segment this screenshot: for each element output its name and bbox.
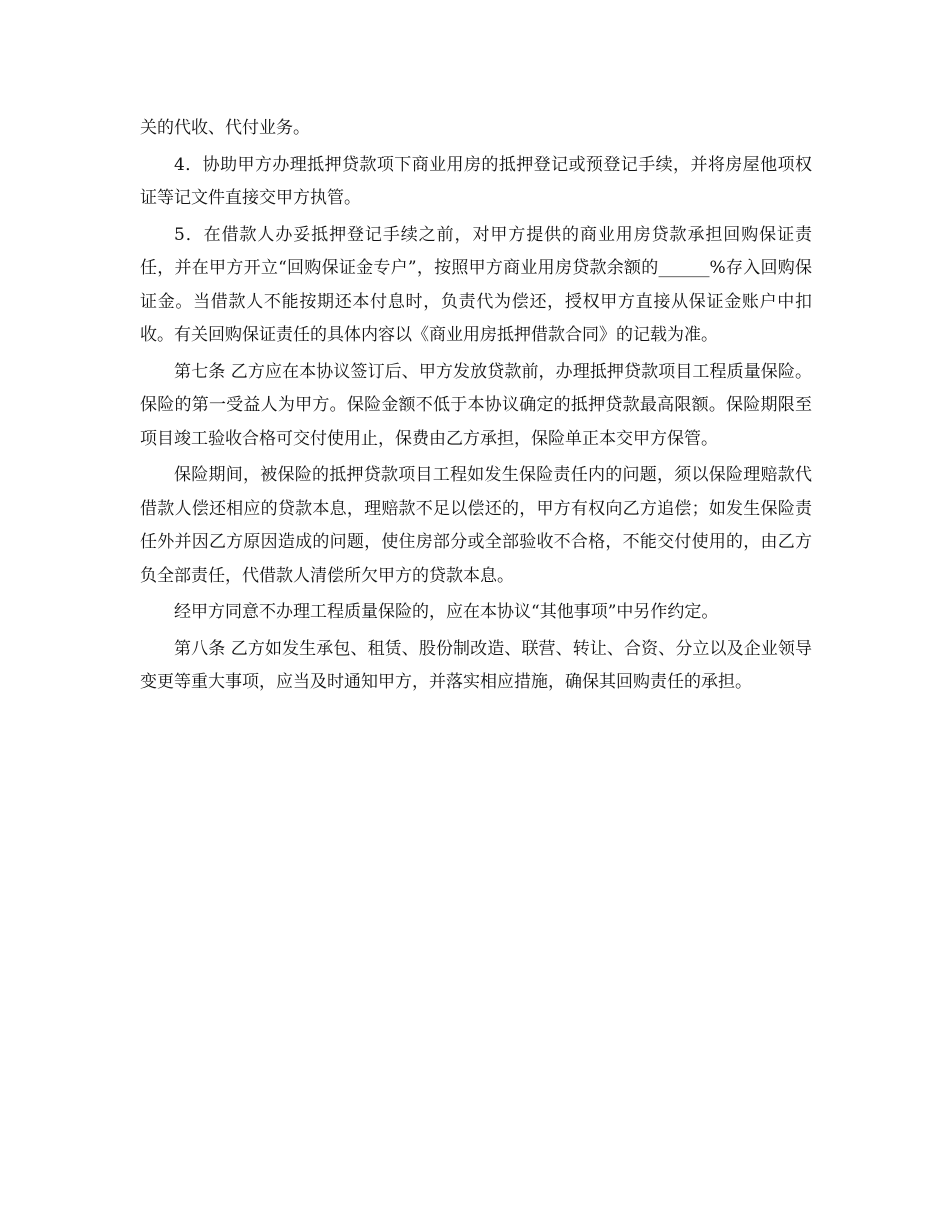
paragraph-item-4: 4．协助甲方办理抵押贷款项下商业用房的抵押登记或预登记手续，并将房屋他项权证等记文件直接交甲方执管。 xyxy=(140,154,812,208)
paragraph-insurance-period: 保险期间，被保险的抵押贷款项目工程如发生保险责任内的问题，须以保险理赔款代借款人偿还相应的贷款本息，理赔款不足以偿还的，甲方有权向乙方追偿；如发生保险责任外并因乙方原因造成的问题，使住房部分或全部验收不合格，不能交付使用的，由乙方负全部责任，代借款人清偿所欠甲方的贷款本息。 xyxy=(140,465,812,586)
paragraph-no-insurance: 经甲方同意不办理工程质量保险的，应在本协议“其他事项”中另作约定。 xyxy=(174,602,719,622)
document-body xyxy=(140,112,812,703)
paragraph-continuation: 关的代收、代付业务。 xyxy=(140,118,310,138)
paragraph-item-5: 5．在借款人办妥抵押登记手续之前，对甲方提供的商业用房贷款承担回购保证责任，并在甲方开立“回购保证金专户”，按照甲方商业用房贷款余额的______%存入回购保证金。当借款人不能按期还本付息时，负责代为偿还，授权甲方直接从保证金账户中扣收。有关回购保证责任的具体内容以《商业用房抵押借款合同》的记载为准。 xyxy=(140,224,812,345)
paragraph-article-8: 第八条 乙方如发生承包、租赁、股份制改造、联营、转让、合资、分立以及企业领导变更等重大事项，应当及时通知甲方，并落实相应措施，确保其回购责任的承担。 xyxy=(140,638,812,692)
paragraph-article-7: 第七条 乙方应在本协议签订后、甲方发放贷款前，办理抵押贷款项目工程质量保险。保险的第一受益人为甲方。保险金额不低于本协议确定的抵押贷款最高限额。保险期限至项目竣工验收合格可交付使用止，保费由乙方承担，保险单正本交甲方保管。 xyxy=(140,361,812,449)
